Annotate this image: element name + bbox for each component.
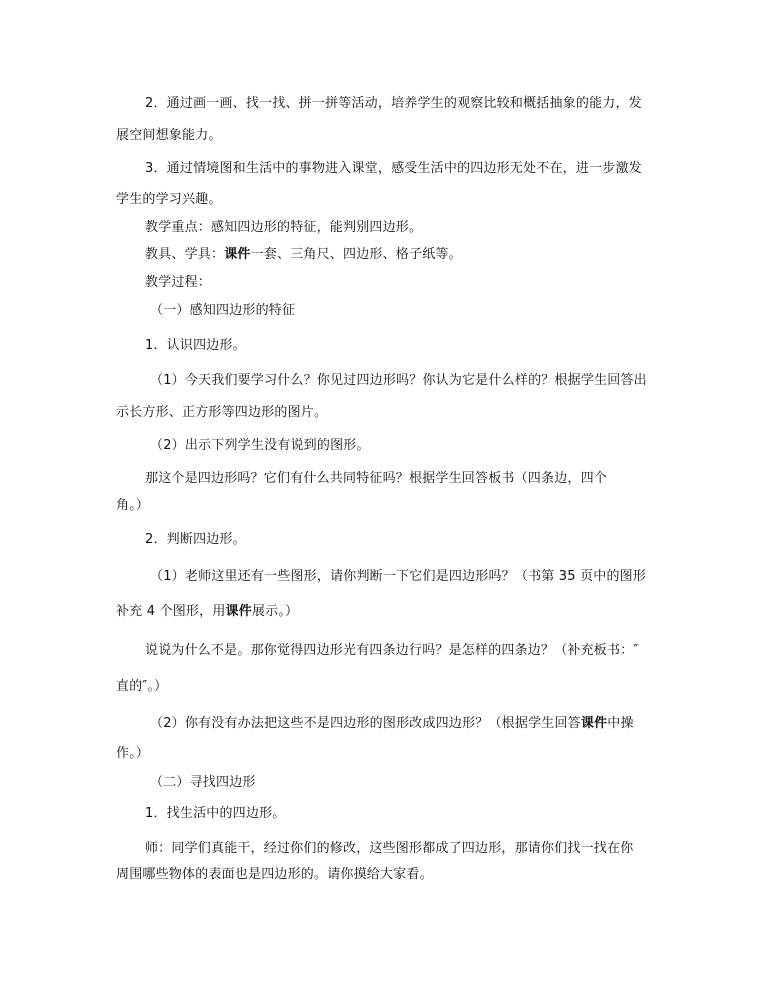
text-span: （2）你有没有办法把这些不是四边形的图形改成四边形？（根据学生回答 (150, 716, 581, 731)
paragraph-line: 2．通过画一画、找一找、拼一拼等活动，培养学生的观察比较和概括抽象的能力，发 (145, 96, 642, 111)
paragraph-line: 师：同学们真能干，经过你们的修改，这些图形都成了四边形，那请你们找一找在你 (145, 841, 634, 856)
paragraph-line: （2）出示下列学生没有说到的图形。 (150, 438, 370, 453)
paragraph-line: 角。） (116, 498, 150, 513)
teaching-aids-label: 教具、学具： (145, 247, 225, 262)
teaching-aids (145, 247, 462, 263)
section-heading: （一）感知四边形的特征 (150, 303, 296, 318)
text-span: 中操 (607, 716, 634, 731)
subsection-heading: 1．认识四边形。 (145, 338, 246, 353)
section-label: 教学过程： (145, 275, 212, 290)
text-span: 展示。） (251, 604, 299, 619)
courseware-keyword: 课件 (225, 604, 252, 619)
subsection-heading: 2．判断四边形。 (145, 532, 246, 547)
courseware-keyword: 课件 (224, 247, 251, 262)
paragraph-line (150, 716, 634, 732)
paragraph-line: 作。） (116, 746, 150, 761)
teaching-aids-items: 一套、三角尺、四边形、格子纸等。 (250, 247, 462, 262)
paragraph-line: 直的″。） (116, 679, 168, 694)
paragraph-line: （1）老师这里还有一些图形，请你判断一下它们是四边形吗？（书第 35 页中的图形 (150, 569, 647, 584)
paragraph-line: 那这个是四边形吗？它们有什么共同特征吗？根据学生回答板书（四条边，四个 (145, 471, 608, 486)
section-heading: （二）寻找四边形 (150, 775, 256, 790)
paragraph-line: 3．通过情境图和生活中的事物进入课堂，感受生活中的四边形无处不在，进一步激发 (145, 161, 642, 176)
paragraph-line: 示长方形、正方形等四边形的图片。 (116, 405, 328, 420)
paragraph-line: 周围哪些物体的表面也是四边形的。请你摸给大家看。 (116, 867, 433, 882)
paragraph-line: （1）今天我们要学习什么？你见过四边形吗？你认为它是什么样的？根据学生回答出 (150, 373, 647, 388)
text-span: 补充 4 个图形，用 (116, 604, 226, 619)
paragraph-line: 学生的学习兴趣。 (116, 192, 222, 207)
courseware-keyword: 课件 (580, 716, 608, 731)
paragraph-line: 说说为什么不是。那你觉得四边形光有四条边行吗？是怎样的四条边？（补充板书：″ (145, 643, 639, 658)
subsection-heading: 1．找生活中的四边形。 (145, 806, 286, 821)
teaching-focus: 教学重点：感知四边形的特征，能判别四边形。 (145, 220, 423, 235)
paragraph-line: 展空间想象能力。 (116, 128, 222, 143)
paragraph-line (116, 604, 298, 620)
